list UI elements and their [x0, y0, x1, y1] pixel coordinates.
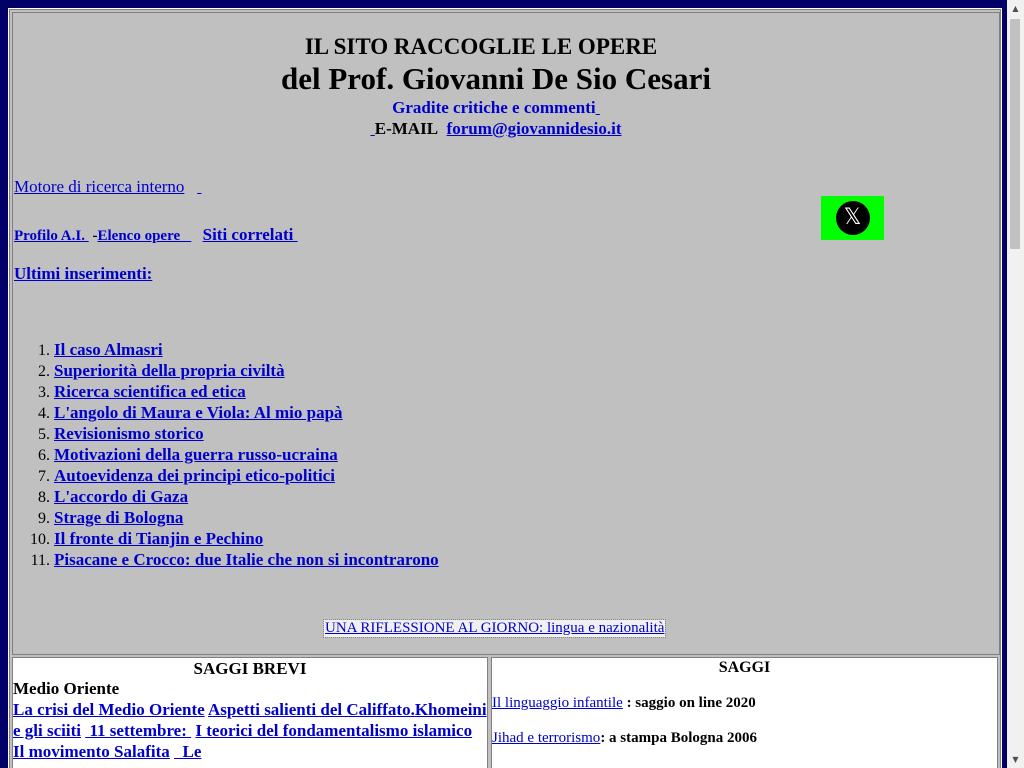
feedback-link[interactable] — [596, 98, 600, 117]
latest-link-6[interactable]: Motivazioni della guerra russo-ucraina — [54, 445, 338, 464]
scroll-down-arrow-icon[interactable]: ▼ — [1012, 755, 1019, 764]
feedback-note — [13, 98, 999, 118]
saggio-note: : saggio on line 2020 — [622, 695, 756, 711]
latest-link-7[interactable]: Autoevidenza dei principi etico-politici — [54, 466, 335, 485]
khomeini-link[interactable]: Khomeini e gli sciiti — [13, 700, 487, 740]
list-item — [54, 465, 439, 486]
search-engine-link[interactable]: Motore di ricerca interno — [14, 177, 185, 196]
siti-correlati-link[interactable]: Siti correlati — [202, 225, 294, 244]
list-item — [54, 360, 439, 381]
salafita-link[interactable]: Il movimento Salafita — [13, 742, 170, 761]
list-item — [54, 423, 439, 444]
latest-link-9[interactable]: Strage di Bologna — [54, 508, 184, 527]
feedback-text: Gradite critiche e commenti — [392, 98, 596, 117]
califfato-link[interactable]: Aspetti salienti del Califfato. — [208, 700, 415, 719]
latest-list — [13, 339, 439, 570]
profilo-spacer-link[interactable] — [85, 228, 89, 244]
settembre-text: 11 settembre: — [89, 721, 187, 740]
crisi-medio-oriente-link[interactable]: La crisi del Medio Oriente — [13, 700, 205, 719]
latest-link-4[interactable]: L'angolo di Maura e Viola: Al mio papà — [54, 403, 343, 422]
teorici-link[interactable]: I teorici del fondamentalismo islamico — [195, 721, 473, 740]
list-item — [54, 381, 439, 402]
saggio-note: : a stampa Bologna 2006 — [600, 730, 757, 746]
profilo-ai-link[interactable]: Profilo A.I. — [14, 228, 85, 244]
list-item — [54, 402, 439, 423]
vertical-scrollbar[interactable] — [1007, 0, 1024, 768]
list-item — [54, 507, 439, 528]
saggio-row — [492, 730, 997, 747]
email-row — [13, 119, 999, 139]
ultimi-inserimenti — [14, 264, 152, 284]
nav-links — [14, 225, 298, 245]
email-link[interactable]: forum@giovannidesio.it — [446, 119, 622, 138]
header-cell — [12, 12, 1000, 655]
list-item — [54, 528, 439, 549]
latest-link-5[interactable]: Revisionismo storico — [54, 424, 204, 443]
ultimi-inserimenti-link[interactable]: Ultimi inserimenti: — [14, 264, 153, 283]
email-label: E-MAIL — [374, 119, 439, 138]
list-item — [54, 339, 439, 360]
latest-link-11[interactable]: Pisacane e Crocco: due Italie che non si incontrarono — [54, 550, 439, 569]
le-link[interactable] — [174, 742, 201, 761]
main-table — [8, 8, 1002, 768]
saggi-brevi-links — [13, 699, 487, 762]
latest-link-8[interactable]: L'accordo di Gaza — [54, 487, 189, 506]
elenco-spacer-link[interactable] — [180, 228, 191, 244]
nav-dash: - — [92, 228, 98, 244]
siti-spacer-link[interactable] — [293, 225, 297, 244]
latest-link-2[interactable]: Superiorità della propria civiltà — [54, 361, 285, 380]
saggi-cell — [491, 657, 998, 768]
x-social-link[interactable] — [821, 196, 884, 240]
x-logo-icon: 𝕏 — [836, 201, 870, 235]
latest-link-10[interactable]: Il fronte di Tianjin e Pechino — [54, 529, 264, 548]
jihad-terrorismo-link[interactable]: Jihad e terrorismo — [492, 730, 601, 746]
scrollbar-thumb[interactable] — [1010, 19, 1020, 249]
settembre-link[interactable] — [85, 721, 191, 740]
list-item — [54, 486, 439, 507]
elenco-opere-link[interactable]: Elenco opere — [97, 228, 181, 244]
scroll-up-arrow-icon[interactable]: ▲ — [1012, 4, 1019, 13]
search-spacer-link[interactable] — [197, 177, 201, 196]
list-item — [54, 444, 439, 465]
saggi-brevi-cell — [12, 657, 488, 768]
saggi-brevi-title: SAGGI BREVI — [193, 659, 307, 678]
author-heading: del Prof. Giovanni De Sio Cesari — [281, 61, 711, 96]
latest-link-3[interactable]: Ricerca scientifica ed etica — [54, 382, 246, 401]
list-item — [54, 549, 439, 570]
le-text: Le — [182, 742, 202, 761]
medio-oriente-subtitle: Medio Oriente — [13, 679, 120, 698]
linguaggio-infantile-link[interactable]: Il linguaggio infantile — [492, 695, 623, 711]
riflessione-link[interactable]: UNA RIFLESSIONE AL GIORNO: lingua e nazionalità — [325, 620, 665, 636]
latest-link-1[interactable]: Il caso Almasri — [54, 340, 163, 359]
saggio-row — [492, 695, 997, 712]
site-heading: IL SITO RACCOGLIE LE OPERE — [304, 34, 658, 59]
saggi-title: SAGGI — [718, 659, 771, 676]
search-row — [14, 177, 201, 197]
